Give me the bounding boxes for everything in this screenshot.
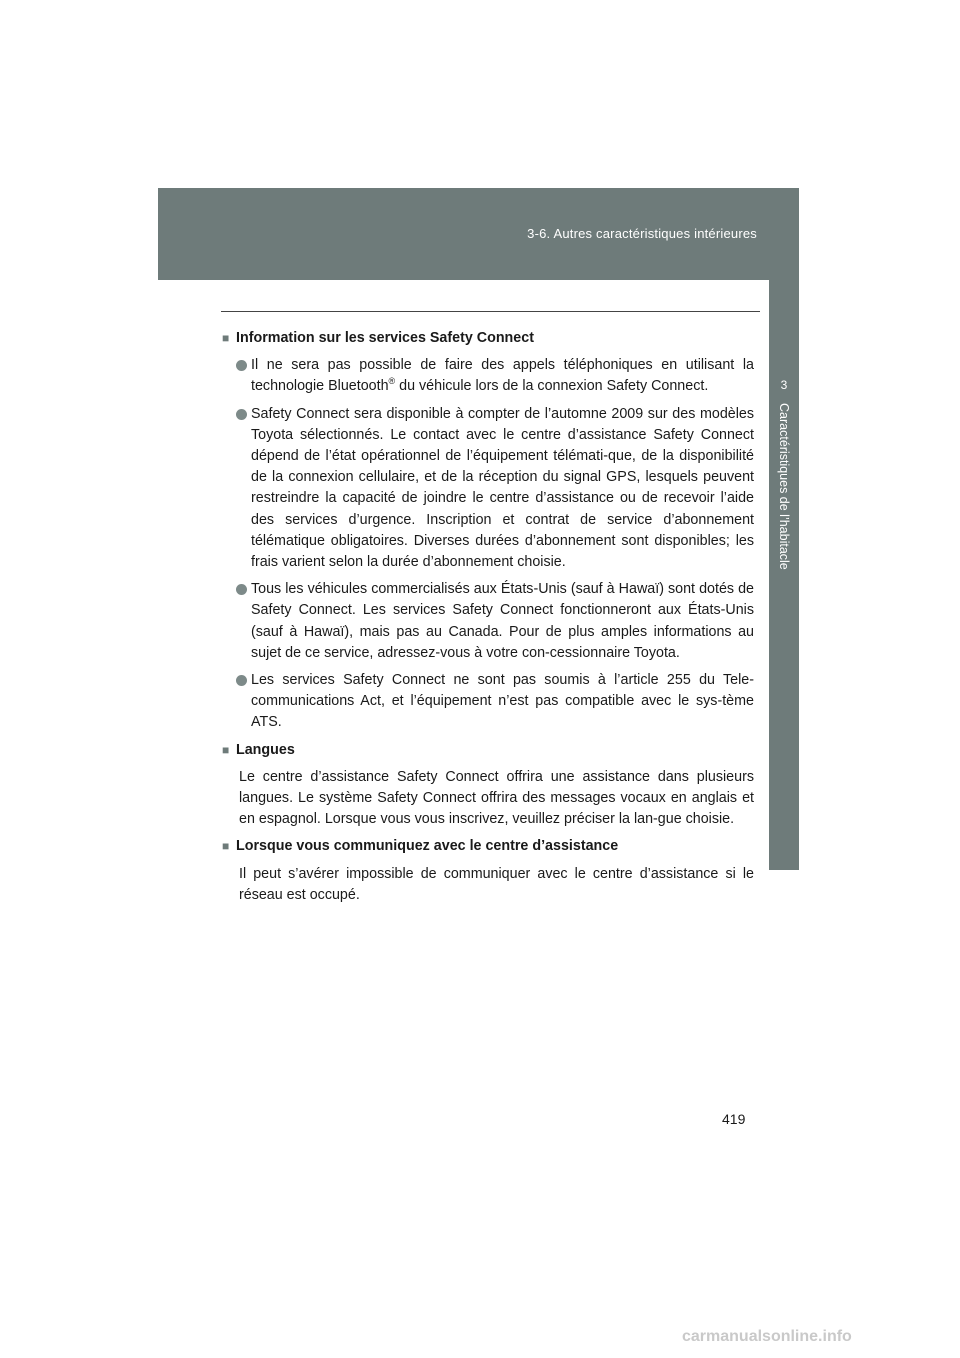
header-bar	[158, 188, 799, 280]
circle-bullet-icon	[236, 675, 247, 686]
square-bullet-icon: ■	[222, 839, 230, 854]
list-item	[222, 579, 754, 664]
heading-text: Langues	[236, 741, 295, 758]
bullet-text: Tous les véhicules commercialisés aux États-Unis (sauf à Hawaï) sont dotés de Safety Connect. Les services Safety Connect fonctionneront aux États-Unis (sauf à Hawaï), mais pas au Canada. Pour de plus amples informations au sujet de ce service, adressez-vous à votre con-cessionnaire Toyota.	[251, 581, 754, 661]
top-rule	[221, 311, 760, 312]
paragraph: Le centre d’assistance Safety Connect offrira une assistance dans plusieurs langues. Le système Safety Connect offrira des messages vocaux en anglais et en espagnol. Lorsque vous vous inscrivez, veuillez préciser la lan-gue choisie.	[239, 768, 754, 828]
watermark: carmanualsonline.info	[682, 1328, 852, 1345]
heading-text: Information sur les services Safety Connect	[236, 330, 534, 346]
page-content	[222, 328, 754, 912]
list-item	[222, 670, 754, 734]
registered-mark: ®	[388, 376, 396, 387]
bullet-text: Les services Safety Connect ne sont pas soumis à l’article 255 du Tele-communications Act, et l’équipement n’est pas compatible avec le sys-tème ATS.	[251, 672, 754, 731]
section-heading	[222, 740, 754, 761]
bullet-text	[251, 355, 754, 397]
circle-bullet-icon	[236, 409, 247, 420]
circle-bullet-icon	[236, 584, 247, 595]
list-item	[222, 404, 754, 574]
section-heading	[222, 836, 754, 857]
side-tab	[769, 280, 799, 870]
bullet-text-part: Il ne sera pas possible de faire des appels téléphoniques en utilisant la technologie Bluetooth	[251, 357, 754, 395]
square-bullet-icon: ■	[222, 742, 230, 757]
side-tab-number: 3	[780, 378, 788, 392]
side-tab-label: Caractéristiques de l’habitacle	[777, 403, 791, 570]
bullet-text: Safety Connect sera disponible à compter de l’automne 2009 sur des modèles Toyota sélectionnés. Le contact avec le centre d’assistance Safety Connect dépend de l’état opérationnel de l’équipement télémati-que, de la disponibilité de la connexion cellulaire, et de la réception du signal GPS, lesquels peuvent restreindre la capacité de joindre le centre d’assistance ou de recevoir l’aide des services d’urgence. Inscription et contrat de service d’abonnement télématique obligatoires. Diverses durées d’abonnement sont disponibles; les frais varient selon la durée d’abonnement choisie.	[251, 405, 754, 571]
page-number: 419	[722, 1111, 746, 1127]
section-heading	[222, 328, 754, 349]
square-bullet-icon: ■	[222, 331, 230, 345]
bullet-text-part: du véhicule lors de la connexion Safety Connect.	[395, 378, 709, 395]
circle-bullet-icon	[236, 360, 247, 371]
paragraph: Il peut s’avérer impossible de communiquer avec le centre d’assistance si le réseau est occupé.	[239, 865, 754, 903]
heading-text: Lorsque vous communiquez avec le centre d’assistance	[236, 838, 619, 855]
chapter-title: 3-6. Autres caractéristiques intérieures	[527, 226, 757, 241]
list-item	[222, 355, 754, 397]
